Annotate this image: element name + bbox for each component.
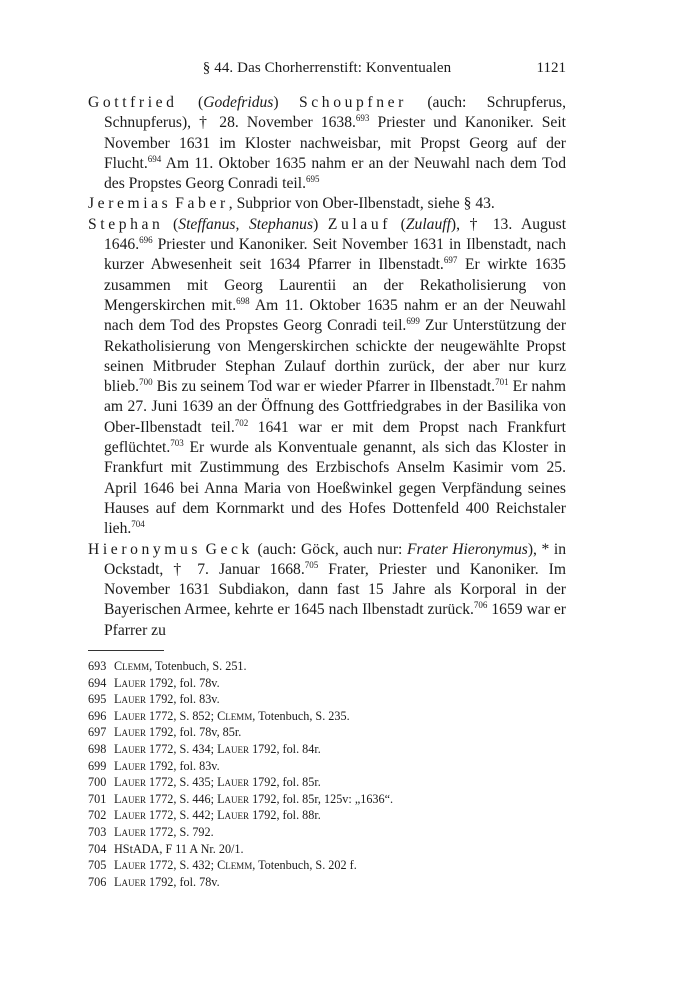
footnote-number: 699 (88, 758, 107, 773)
entry-text: Am 11. Oktober 1635 nahm er an der Neuwahl nach dem Tod des Propstes Georg Conradi teil. (104, 154, 566, 193)
entry-text: 1641 war er mit dem Propst nach Frankfurt geflüchtet. (104, 418, 566, 457)
footnote-ref: 701 (495, 376, 509, 387)
footnote-item (88, 724, 566, 741)
footnote-author: Lauer (114, 808, 146, 823)
footnote-author: Lauer (114, 874, 146, 889)
footnotes (88, 658, 566, 890)
footnote-text (114, 874, 220, 891)
footnote-ref: 696 (139, 234, 153, 245)
given-name: Gottfried (88, 94, 178, 111)
footnote-text (114, 708, 350, 725)
footnote-item (88, 807, 566, 824)
footnote-citation: 1772, S. 434; (145, 741, 218, 756)
footnote-item (88, 675, 566, 692)
footnote-ref: 694 (147, 153, 162, 164)
footnote-citation: 1772, S. 446; (145, 791, 218, 806)
footnote-author: Lauer (114, 675, 146, 690)
latin-name: Godefridus (203, 94, 274, 111)
footnote-divider (88, 650, 164, 651)
footnote-citation: 1792, fol. 78v. (145, 675, 220, 690)
section-title: § 44. Das Chorherrenstift: Konventualen (202, 60, 452, 76)
footnote-citation: 1772, S. 792. (145, 824, 214, 839)
surname: Faber (175, 195, 229, 213)
footnote-text (114, 824, 214, 841)
footnote-number: 695 (88, 692, 107, 707)
footnote-item (88, 741, 566, 758)
latin-name: Frater Hieronymus (406, 540, 528, 558)
footnote-author: Lauer (217, 775, 250, 790)
page-number: 1121 (536, 60, 566, 76)
footnote-text (114, 741, 321, 758)
footnote-ref: 706 (473, 600, 488, 611)
footnote-citation: 1772, S. 435; (145, 775, 218, 790)
surname: Geck (205, 540, 253, 558)
latin-name: Steffanus, Stephanus (178, 215, 314, 233)
footnote-ref: 703 (170, 437, 184, 448)
footnote-citation: , Totenbuch, S. 202 f. (252, 858, 357, 873)
given-name: Hieronymus (88, 540, 202, 558)
footnote-ref: 693 (355, 113, 370, 124)
footnote-item (88, 824, 566, 841)
footnote-citation: 1792, fol. 83v. (145, 692, 220, 707)
variant-name: Zulauff (405, 215, 451, 233)
footnote-author: Lauer (217, 808, 250, 823)
footnote-author: Lauer (114, 692, 146, 707)
footnote-author: Lauer (114, 775, 146, 790)
entry-text: Priester und Kanoniker. Seit November 1631 im Kloster nachweisbar, mit Propst Georg auf der Flucht. (104, 114, 566, 172)
footnote-author: Clemm (217, 858, 253, 873)
entry-text: Er wurde als Konventuale genannt, als sich das Kloster in Frankfurt mit Zustimmung des Erzbischofs Anselm Kasimir vom 25. April 1646 bei Anna Maria von Hoeßwinkel gegen Verpfändung seines Hauses auf dem Kornmarkt und des Hofes Dottenfeld 400 Reichstaler lieh. (104, 439, 566, 538)
footnote-ref: 697 (443, 255, 458, 266)
entry-text: Am 11. Oktober 1635 nahm er an der Neuwahl nach dem Tod des Propstes Georg Conradi teil. (104, 296, 566, 335)
given-name: Jeremias (88, 195, 172, 213)
entry-stephan-zulauf: Stephan (Steffanus, Stephanus) Zulauf (Zulauff), † 13. August 1646.$^{696}$ Priester und Kanoniker. Seit November 1631 in Ilbenstadt, nach kurzer Abwesenheit seit 1634 Pfarrer in Ilbenstadt.$^{697}$ Er wirkte 1635 zusammen mit Georg Laurentii an der Rekatholisierung von Mengerskirchen mit.$^{698}$ Am 11. Oktober 1635 nahm er an der Neuwahl nach dem Tod des Propstes Georg Conradi teil.$^{699}$ Zur Unterstützung der Rekatholisierung von Mengerskirchen schickte der neugewählte Propst seinen Mitbruder Stephan Zulauf dorthin zurück, der aber nur kurz blieb.$^{700}$ Bis zu seinem Tod war er wieder Pfarrer in Ilbenstadt.$^{701}$ Er nahm am 27. Juni 1639 an der Öffnung des Gottfriedgrabes in der Basilika von Ober-Ilbenstadt teil.$^{702}$ 1641 war er mit dem Propst nach Frankfurt geflüchtet.$^{703}$ Er wurde als Konventuale genannt, als sich das Kloster in Frankfurt mit Zustimmung des Erzbischofs Anselm Kasimir vom 25. April 1646 bei Anna Maria von Hoeßwinkel gegen Verpfändung seines Hauses auf dem Kornmarkt und des Hofes Dottenfeld 400 Reichstaler lieh.$^{704}$ (88, 215, 567, 538)
footnote-ref: 699 (406, 316, 420, 327)
entry-jeremias-faber (88, 194, 566, 214)
entry-text: Frater, Priester und Kanoniker. Im November 1631 Subdiakon, dann fast 15 Jahre als Korporal in der Bayerischen Armee, kehrte er 1645 nach Ilbenstadt zurück. (104, 560, 566, 619)
footnote-author: Lauer (114, 708, 146, 723)
footnote-author: Lauer (114, 858, 146, 873)
footnote-number: 705 (88, 858, 107, 873)
footnote-item (88, 857, 566, 874)
footnote-citation: 1772, S. 442; (145, 808, 218, 823)
given-name: Stephan (88, 215, 164, 233)
entry-gottfried-schoupfner: Gottfried (Godefridus) Schoupfner (auch: Schrupferus, Schnupferus), † 28. November 1638.$^{693}$ Priester und Kanoniker. Seit November 1631 im Kloster nachweisbar, mit Propst Georg auf der Flucht.$^{694}$ Am 11. Oktober 1635 nahm er an der Neuwahl nach dem Tod des Propstes Georg Conradi teil.$^{695}$ (88, 94, 567, 193)
footnote-citation: 1792, fol. 88r. (249, 808, 321, 823)
footnote-text (114, 675, 220, 692)
entry-text: , † 13. August 1646. (104, 215, 567, 254)
footnote-text (114, 658, 247, 675)
footnote-citation: , Totenbuch, S. 235. (252, 708, 350, 723)
footnote-author: Lauer (114, 791, 146, 806)
footnote-number: 702 (88, 808, 107, 823)
footnote-ref: 695 (305, 174, 320, 184)
footnote-number: 697 (88, 725, 107, 740)
footnote-text (114, 758, 220, 775)
entry-text: Priester und Kanoniker. Seit November 1631 in Ilbenstadt, nach kurzer Abwesenheit seit 1634 Pfarrer in Ilbenstadt. (104, 236, 566, 274)
footnote-text (114, 774, 321, 791)
footnote-item (88, 874, 566, 891)
footnote-citation: 1792, fol. 84r. (249, 741, 321, 756)
footnote-citation: 1792, fol. 85r, 125v: „1636“. (249, 791, 394, 806)
footnote-author: Lauer (114, 741, 146, 756)
footnote-ref: 705 (304, 559, 319, 570)
footnote-citation: 1792, fol. 78v. (145, 874, 220, 889)
footnote-citation: 1772, S. 432; (145, 858, 218, 873)
footnote-citation: 1792, fol. 78v, 85r. (145, 725, 242, 740)
footnote-text (114, 857, 357, 874)
footnote-item (88, 774, 566, 791)
entry-text: 1659 war er Pfarrer zu (104, 601, 566, 639)
footnote-number: 693 (88, 659, 107, 674)
entry-text: Er nahm am 27. Juni 1639 an der Öffnung des Gottfriedgrabes in der Basilika von Ober-Ilbenstadt teil. (104, 378, 566, 436)
surname: Zulauf (327, 215, 392, 233)
document-page (88, 58, 566, 890)
footnote-citation: 1772, S. 852; (145, 708, 218, 723)
footnote-item (88, 691, 566, 708)
footnote-ref: 698 (236, 295, 250, 306)
entry-hieronymus-geck (88, 540, 566, 641)
footnote-author: Lauer (217, 741, 250, 756)
entry-text: (auch: Göck, auch nur: (252, 540, 407, 558)
footnote-number: 696 (88, 708, 107, 723)
main-text (88, 93, 566, 641)
footnote-number: 700 (88, 775, 107, 790)
footnote-author: Lauer (114, 758, 146, 773)
footnote-text (114, 841, 244, 858)
entry-text: , Subprior von Ober-Ilbenstadt, siehe § 43. (228, 195, 495, 213)
footnote-number: 704 (88, 841, 107, 856)
footnote-number: 706 (88, 874, 107, 889)
footnote-ref: 704 (131, 519, 145, 530)
entry-text: (auch: Schrupferus, Schnupferus), † 28. November 1638. (104, 94, 567, 132)
footnote-item (88, 841, 566, 858)
footnote-item (88, 791, 566, 808)
entry-text: ), * in Ockstadt, † 7. Januar 1668. (104, 540, 566, 578)
footnote-text (114, 691, 220, 708)
footnote-number: 694 (88, 675, 107, 690)
footnote-text (114, 724, 241, 741)
footnote-author: Lauer (114, 725, 146, 740)
footnote-ref: 700 (139, 376, 153, 387)
footnote-author: Clemm (114, 659, 150, 674)
surname: Schoupfner (299, 94, 407, 111)
entry-text: Er wirkte 1635 zusammen mit Georg Laurentii an der Rekatholisierung von Mengerskirchen mit. (104, 256, 566, 314)
entry-text: Zur Unterstützung der Rekatholisierung von Mengerskirchen schickte der neugewählte Propst seinen Mitbruder Stephan Zulauf dorthin zurück, der aber nur kurz blieb. (104, 317, 567, 396)
footnote-text (114, 807, 321, 824)
running-header (88, 58, 566, 84)
footnote-item (88, 708, 566, 725)
footnote-citation: , Totenbuch, S. 251. (149, 659, 247, 674)
footnote-citation: HStADA, F 11 A Nr. 20/1. (114, 841, 244, 856)
footnote-author: Clemm (217, 708, 253, 723)
footnote-item (88, 658, 566, 675)
footnote-author: Lauer (114, 824, 146, 839)
footnote-number: 703 (88, 824, 107, 839)
footnote-number: 698 (88, 741, 107, 756)
footnote-citation: 1792, fol. 85r. (249, 775, 321, 790)
footnote-item (88, 758, 566, 775)
footnote-ref: 702 (234, 417, 249, 428)
entry-text: Bis zu seinem Tod war er wieder Pfarrer in Ilbenstadt. (152, 378, 496, 396)
footnote-citation: 1792, fol. 83v. (145, 758, 220, 773)
footnote-author: Lauer (217, 791, 250, 806)
footnote-text (114, 791, 393, 808)
footnote-number: 701 (88, 791, 107, 806)
